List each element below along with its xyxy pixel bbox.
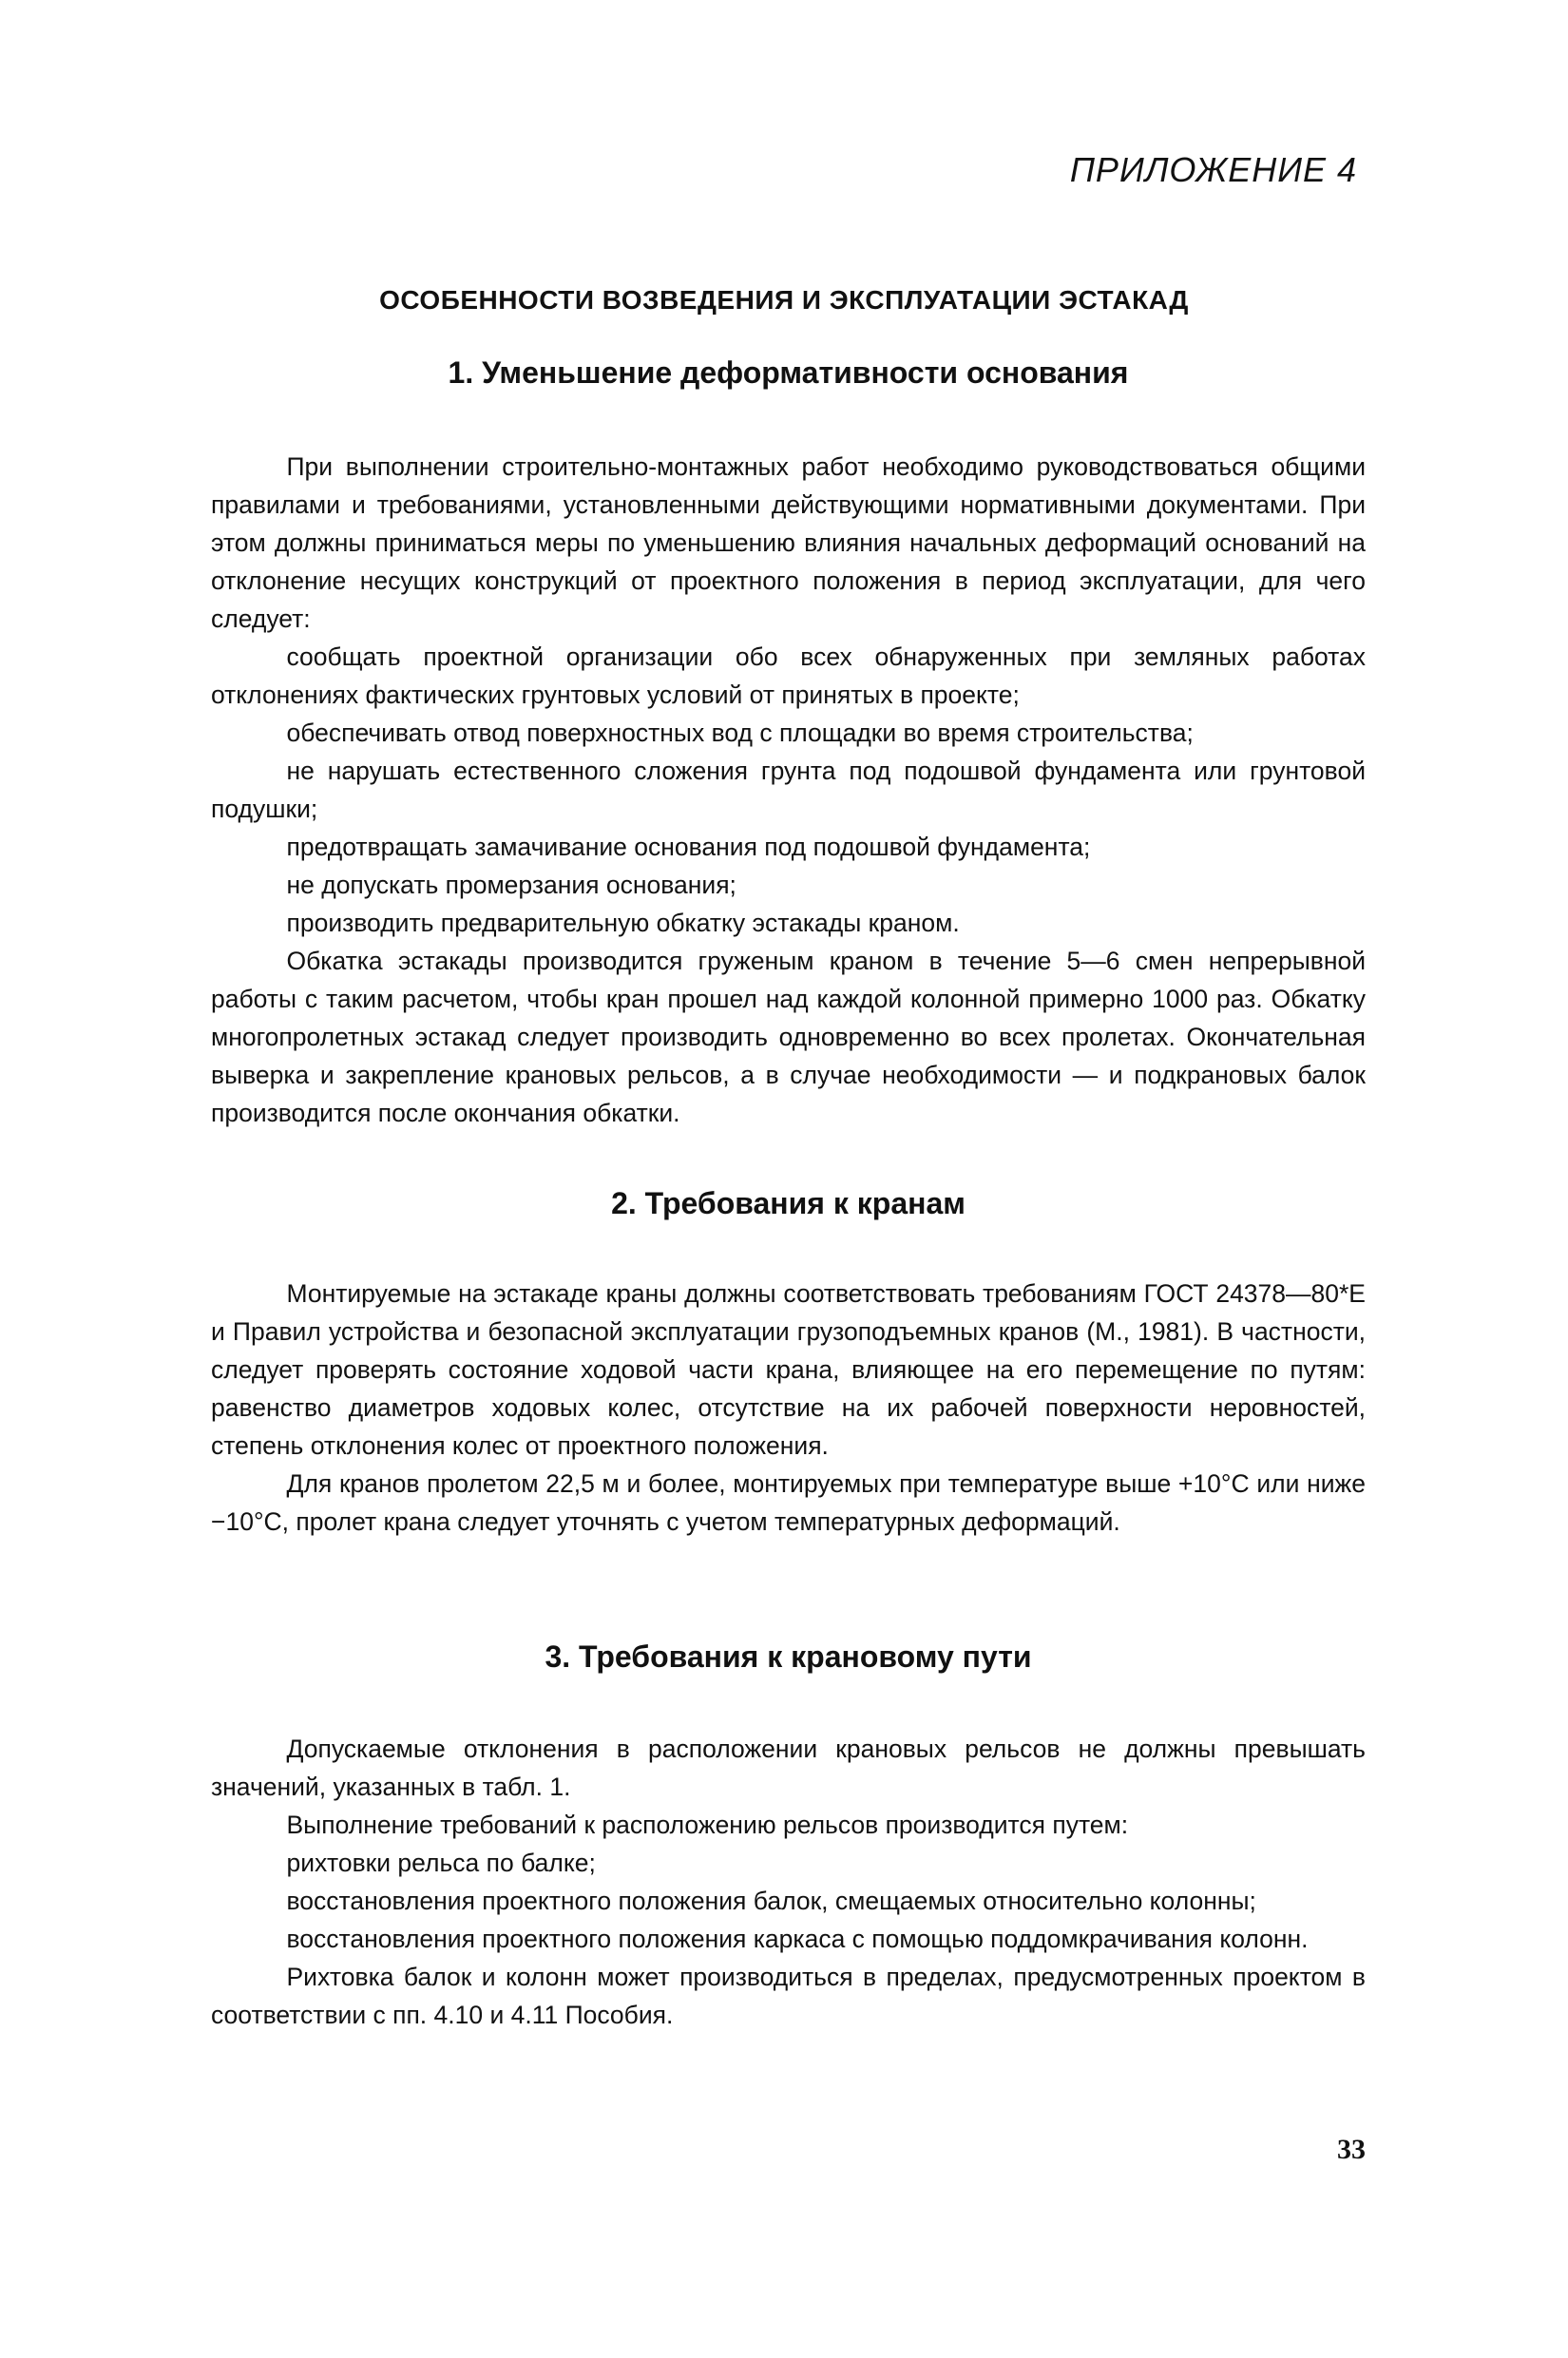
list-item: не нарушать естественного сложения грунта под подошвой фундамента или грунтовой подушки; bbox=[211, 757, 1366, 823]
paragraph: Для кранов пролетом 22,5 м и более, монтируемых при температуре выше +10°С или ниже −10°С, пролет крана следует уточнять с учетом температурных деформаций. bbox=[211, 1469, 1366, 1536]
paragraph: Рихтовка балок и колонн может производиться в пределах, предусмотренных проектом в соответствии с пп. 4.10 и 4.11 Пособия. bbox=[211, 1963, 1366, 2029]
paragraph: Допускаемые отклонения в расположении крановых рельсов не должны превышать значений, указанных в табл. 1. bbox=[211, 1735, 1366, 1801]
section-cranes bbox=[211, 1186, 1366, 1541]
list-item: обеспечивать отвод поверхностных вод с площадки во время строительства; bbox=[286, 719, 1194, 747]
list-item: не допускать промерзания основания; bbox=[286, 871, 736, 899]
list-item: рихтовки рельса по балке; bbox=[286, 1849, 596, 1877]
section-deformation bbox=[211, 355, 1366, 1132]
list-item: производить предварительную обкатку эстакады краном. bbox=[286, 909, 960, 937]
list-item: восстановления проектного положения балок, смещаемых относительно колонны; bbox=[286, 1887, 1256, 1915]
list-item: сообщать проектной организации обо всех обнаруженных при земляных работах отклонениях фактических грунтовых условий от принятых в проекте; bbox=[211, 642, 1366, 709]
document-title: ОСОБЕННОСТИ ВОЗВЕДЕНИЯ И ЭКСПЛУАТАЦИИ ЭСТАКАД bbox=[379, 285, 1189, 315]
section-title: 2. Требования к кранам bbox=[611, 1186, 966, 1220]
paragraph: Обкатка эстакады производится груженым краном в течение 5—6 смен непрерывной работы с таким расчетом, чтобы кран прошел над каждой колонной примерно 1000 раз. Обкатку многопролетных эстакад следует производить одновременно во всех пролетах. Окончательная выверка и закрепление крановых рельсов, а в случае необходимости — и подкрановых балок производится после окончания обкатки. bbox=[211, 947, 1366, 1127]
paragraph: Выполнение требований к расположению рельсов производится путем: bbox=[286, 1811, 1129, 1839]
page-number: 33 bbox=[1337, 2134, 1366, 2165]
section-title: 1. Уменьшение деформативности основания bbox=[448, 355, 1129, 390]
list-item: восстановления проектного положения каркаса с помощью поддомкрачивания колонн. bbox=[286, 1925, 1309, 1953]
paragraph: Монтируемые на эстакаде краны должны соответствовать требованиям ГОСТ 24378—80*Е и Правил устройства и безопасной эксплуатации грузоподъемных кранов (М., 1981). В частности, следует проверять состояние ходовой части крана, влияющее на его перемещение по путям: равенство диаметров ходовых колес, отсутствие на их рабочей поверхности неровностей, степень отклонения колес от проектного положения. bbox=[211, 1279, 1366, 1460]
section-crane-track bbox=[211, 1639, 1366, 2034]
section-title: 3. Требования к крановому пути bbox=[545, 1639, 1032, 1674]
paragraph: При выполнении строительно-монтажных работ необходимо руководствоваться общими правилами и требованиями, установленными действующими нормативными документами. При этом должны приниматься меры по уменьшению влияния начальных деформаций оснований на отклонение несущих конструкций от проектного положения в период эксплуатации, для чего следует: bbox=[211, 452, 1366, 633]
appendix-label: ПРИЛОЖЕНИЕ 4 bbox=[1069, 150, 1357, 189]
list-item: предотвращать замачивание основания под подошвой фундамента; bbox=[286, 833, 1091, 861]
